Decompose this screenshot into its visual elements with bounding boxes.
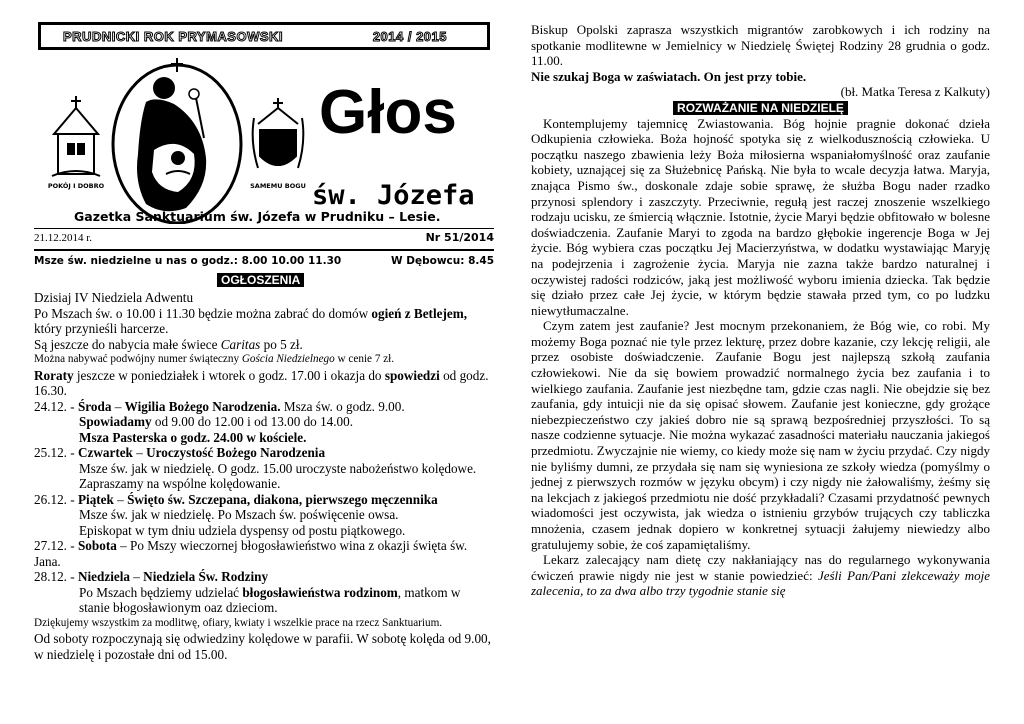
announcements-heading: OGŁOSZENIA [217,273,304,287]
schedule-detail: Msza Pasterska o godz. 24.00 w kościele. [79,429,307,445]
sanctuary-logo [46,58,308,224]
mass-times: Msze św. niedzielne u nas o godz.: 8.00 10.00 11.30 [34,255,342,267]
right-motto: SAMEMU BOGU [250,182,306,190]
left-column [34,20,494,720]
schedule-detail: Po Mszach będziemy udzielać błogosławieństwa rodzinom, matkom w stanie błogosławionym oaz dzieciom. [79,584,461,615]
schedule-day-25: 25.12. - Czwartek – Uroczystość Bożego Narodzenia [34,445,326,460]
masthead-title: Głos [319,78,457,147]
schedule-day-27: 27.12. - Sobota – Po Mszy wieczornej błogosławieństwo wina z okazji święta św. Jana. [34,538,468,569]
announcement-line: Dzisiaj IV Niedziela Adwentu [34,290,194,305]
year-banner [38,22,490,50]
issue-date: 21.12.2014 r. [34,232,93,244]
schedule-day-24: 24.12. - Środa – Wigilia Bożego Narodzenia. Msza św. o godz. 9.00. [34,398,405,414]
gazette-subtitle: Gazetka Sanktuarium św. Józefa w Prudniku – Lesie. [74,209,441,224]
announcement-line: Po Mszach św. o 10.00 i 11.30 będzie można zabrać do domów ogień z Betlejem, który przynieśli harcerze. [34,305,467,336]
thanks-note: Dziękujemy wszystkim za modlitwę, ofiary, kwiaty i wszelkie prace na rzecz Sanktuarium. [34,616,443,629]
saint-joseph-icon [113,58,241,223]
right-coat-of-arms-icon [253,98,304,168]
bishop-invitation: Biskup Opolski zaprasza wszystkich migrantów zarobkowych i ich rodziny na spotkanie modlitewne w Jemielnicy w Niedzielę Świętej Rodziny 28 grudnia o godz. 11.00. [531,22,990,69]
banner-left-text: PRUDNICKI ROK PRYMASOWSKI [63,28,284,44]
carol-visits-note: Od soboty rozpoczynają się odwiedziny kolędowe w parafii. W sobotę kolęda od 9.00, w niedzielę i pozostałe dni od 15.00. [34,631,491,662]
schedule-day-26: 26.12. - Piątek – Święto św. Szczepana, diakona, pierwszego męczennika [34,491,438,507]
left-church-icon [52,96,100,176]
schedule-detail: Msze św. jak w niedzielę. Po Mszach św. poświęcenie owsa. [79,507,399,522]
divider [34,249,494,251]
masthead-subtitle: św. Józefa [312,180,475,211]
reflection-heading: ROZWAŻANIE NA NIEDZIELĘ [673,101,848,115]
announcement-line: Można nabywać podwójny numer świąteczny Gościa Niedzielnego w cenie 7 zł. [34,353,395,365]
reflection-paragraph: Lekarz zalecający nam dietę czy nakłaniający nas do regularnego wykonywania ćwiczeń prawie nigdy nie jest w stanie powiedzieć: Jeśli Pan/Pani zlekceważy moje zalecenia, to za dwa albo trzy tygodnie stanie się [531,552,991,599]
quote: Nie szukaj Boga w zaświatach. On jest przy tobie. [531,68,807,84]
reflection-paragraph: Czym zatem jest zaufanie? Jest mocnym przekonaniem, że Bóg wie, co robi. My możemy Boga poznać nie tyle przez lekturę, przez dobre kazanie, czy lekcję religii, ale przez osobiste doświadczenie. Zaufanie Bogu jest najlepszą szkołą zaufania człowiekowi. Nie da się bowiem prowadzić normalnego życia bez zaufania i to wielkiego zaufania. Zaufanie jest niezbędne tam, gdzie czas nagli. Nie obejdzie się bez zaufania, gdy intuicji nie da się opisać słowem. Zaufanie jest konieczne, gdy grożące niebezpieczeństwo czy jakieś dobro nie są sprawą bezpośredniej przyszłości. To są nasze codzienne sytuacje. Nie można wykazać zasadności materiału nauczania jakiegoś przedmiotu. Zwyczajnie nie wiemy, co kiedy może się nam w życiu przydać. Czy nigdy nie byliśmy dumni, ze przydała się nam się wyniesiona ze szkoły wiedza (pomyślmy o jednej z pierwszych rozmów w języku obcym) i czy nigdy nie żałowaliśmy, żeśmy się na lekcjach z jakiegoś przedmiotu nie dość przykładali? Czasami przydatność pewnych wiadomości jest oczywista, jak wiedza o istnieniu grzybów trujących czy tabliczka mnożenia, czasem jednak dopiero w konkretnej sytuacji żałujemy niewiedzy albo gratulujemy sobie, że coś zapamiętaliśmy. [531,318,990,552]
reflection-paragraph: Kontemplujemy tajemnicę Zwiastowania. Bóg hojnie pragnie dokonać dzieła Odkupienia człowieka. Boża hojność spotyka się z wielkodusznością człowieka. U początku naszego zbawienia leży Boża miłosierna wspaniałomyślność oraz zaufanie kobiety, uznającej się za Służebnicę Pańską. Nie była to wcale decyzja łatwa. Maryja, znająca Pismo św., doskonale zdaje sobie sprawę, że służba Bogu nader rzadko przynosi splendory i zaszczyty. Przeciwnie, regułą jest raczej znoszenie wszelkiego rodzaju ucisku, ze śmiercią włącznie. Istotnie, życie Maryi będzie obfitowało w bolesne doświadczenia. Zaufanie Maryi to zgoda na bardzo głębokie ingerencje Boga w Jej życie. Bóg wybiera czas początku Jej Macierzyństwa, w dodatku wystawiając Maryję na podejrzenia i zagrożenie życia. Maryja nie zazna także bardzo naturalnej i oczywistej radości rodziców, jaką jest możliwość wyboru imienia dziecka. Tak będzie się działo przez całe Jej życie, w którym będzie stawała przed tym, co po ludzku niewytłumaczalne. [531,115,990,318]
left-motto: POKÓJ I DOBRO [47,182,105,190]
quote-author: (bł. Matka Teresa z Kalkuty) [840,84,990,100]
right-column [531,22,990,722]
banner-right-text: 2014 / 2015 [372,28,447,44]
schedule-detail: Msze św. jak w niedzielę. O godz. 15.00 uroczyste nabożeństwo kolędowe. Zapraszamy na wspólne kolędowanie. [79,460,477,491]
schedule-day-28: 28.12. - Niedziela – Niedziela Św. Rodziny [34,569,269,584]
debowiec-mass-time: W Dębowcu: 8.45 [391,255,494,267]
divider [34,228,494,229]
schedule-detail: Episkopat w tym dniu udziela dyspensy od postu piątkowego. [79,522,406,538]
announcement-line: Są jeszcze do nabycia małe świece Caritas po 5 zł. [34,336,303,352]
issue-number: Nr 51/2014 [425,231,494,244]
schedule-detail: Spowiadamy od 9.00 do 12.00 i od 13.00 do 14.00. [79,414,354,429]
announcements-body [34,290,494,662]
announcement-line: Roraty jeszcze w poniedziałek i wtorek o godz. 17.00 i okazja do spowiedzi od godz. 16.30. [34,367,489,398]
